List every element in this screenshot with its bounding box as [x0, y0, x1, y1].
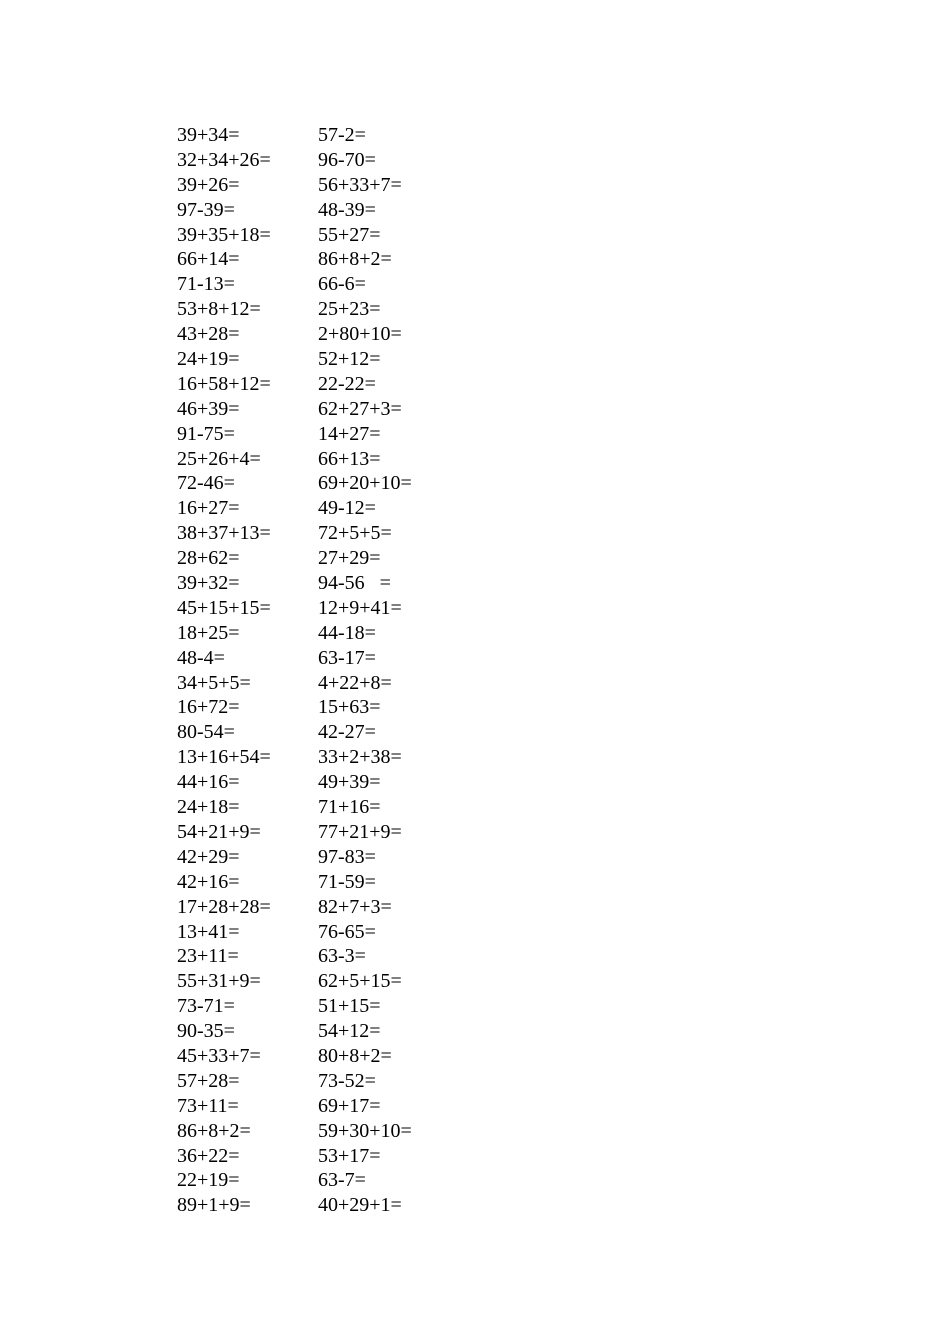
problem-row — [177, 720, 577, 745]
problem-row — [177, 1168, 577, 1193]
problem-left: 80-54= — [177, 721, 235, 744]
problem-right: 97-83= — [318, 845, 376, 868]
problem-right: 73-52= — [318, 1069, 376, 1092]
problem-right: 63-3= — [318, 945, 366, 968]
problem-row — [177, 646, 577, 671]
problem-row — [177, 870, 577, 895]
problem-right: 66+13= — [318, 447, 381, 470]
problem-right: 25+23= — [318, 298, 381, 321]
problem-left: 28+62= — [177, 547, 240, 570]
problem-row — [177, 845, 577, 870]
problem-right: 51+15= — [318, 995, 381, 1018]
problem-row — [177, 297, 577, 322]
problem-left: 18+25= — [177, 621, 240, 644]
problem-right: 69+20+10= — [318, 472, 412, 495]
problem-left: 89+1+9= — [177, 1194, 251, 1217]
problem-row — [177, 895, 577, 920]
problem-right: 49+39= — [318, 771, 381, 794]
problem-row — [177, 471, 577, 496]
problem-right: 86+8+2= — [318, 248, 392, 271]
problem-right: 59+30+10= — [318, 1119, 412, 1142]
problem-left: 54+21+9= — [177, 820, 261, 843]
problem-row — [177, 795, 577, 820]
problem-row — [177, 1069, 577, 1094]
problem-row — [177, 198, 577, 223]
problem-left: 90-35= — [177, 1020, 235, 1043]
problem-right: 80+8+2= — [318, 1044, 392, 1067]
problem-left: 53+8+12= — [177, 298, 261, 321]
problem-left: 73-71= — [177, 995, 235, 1018]
problem-left: 46+39= — [177, 397, 240, 420]
problem-row — [177, 422, 577, 447]
problem-left: 45+15+15= — [177, 596, 271, 619]
problem-row — [177, 397, 577, 422]
problem-row — [177, 1119, 577, 1144]
problem-row — [177, 447, 577, 472]
problem-row — [177, 770, 577, 795]
problem-right: 63-17= — [318, 646, 376, 669]
problem-left: 16+27= — [177, 497, 240, 520]
problem-right: 15+63= — [318, 696, 381, 719]
problem-row — [177, 322, 577, 347]
problem-left: 13+41= — [177, 920, 240, 943]
problem-right: 54+12= — [318, 1020, 381, 1043]
problem-left: 73+11= — [177, 1094, 239, 1117]
problem-right: 49-12= — [318, 497, 376, 520]
problem-left: 42+16= — [177, 870, 240, 893]
problem-left: 24+18= — [177, 796, 240, 819]
problem-left: 39+26= — [177, 173, 240, 196]
problem-row — [177, 596, 577, 621]
problem-right: 62+5+15= — [318, 970, 402, 993]
problem-right: 77+21+9= — [318, 820, 402, 843]
problem-left: 22+19= — [177, 1169, 240, 1192]
problem-right: 22-22= — [318, 372, 376, 395]
problem-row — [177, 820, 577, 845]
problem-left: 48-4= — [177, 646, 225, 669]
problem-left: 36+22= — [177, 1144, 240, 1167]
problem-row — [177, 920, 577, 945]
problem-row — [177, 247, 577, 272]
problem-right: 94-56 = — [318, 572, 391, 595]
problem-left: 57+28= — [177, 1069, 240, 1092]
problem-right: 14+27= — [318, 422, 381, 445]
problem-left: 66+14= — [177, 248, 240, 271]
problem-left: 13+16+54= — [177, 746, 271, 769]
problem-left: 42+29= — [177, 845, 240, 868]
problem-right: 66-6= — [318, 273, 366, 296]
problem-left: 71-13= — [177, 273, 235, 296]
problem-row — [177, 372, 577, 397]
problem-right: 55+27= — [318, 223, 381, 246]
problem-left: 34+5+5= — [177, 671, 251, 694]
problem-row — [177, 1044, 577, 1069]
problem-left: 39+34= — [177, 124, 240, 146]
problem-row — [177, 1019, 577, 1044]
problem-row — [177, 969, 577, 994]
problem-right: 71+16= — [318, 796, 381, 819]
problem-right: 52+12= — [318, 348, 381, 371]
problem-left: 24+19= — [177, 348, 240, 371]
problem-row — [177, 223, 577, 248]
problem-left: 72-46= — [177, 472, 235, 495]
problem-right: 42-27= — [318, 721, 376, 744]
problem-right: 57-2= — [318, 124, 366, 146]
problem-left: 16+58+12= — [177, 372, 271, 395]
problem-left: 44+16= — [177, 771, 240, 794]
problem-left: 43+28= — [177, 323, 240, 346]
problem-row — [177, 695, 577, 720]
problem-right: 63-7= — [318, 1169, 366, 1192]
problem-left: 23+11= — [177, 945, 239, 968]
problem-right: 12+9+41= — [318, 596, 402, 619]
problem-right: 96-70= — [318, 148, 376, 171]
problem-left: 86+8+2= — [177, 1119, 251, 1142]
problem-row — [177, 621, 577, 646]
problem-row — [177, 496, 577, 521]
problem-right: 71-59= — [318, 870, 376, 893]
problem-row — [177, 347, 577, 372]
problem-left: 32+34+26= — [177, 148, 271, 171]
problem-row — [177, 173, 577, 198]
problem-right: 44-18= — [318, 621, 376, 644]
problem-right: 2+80+10= — [318, 323, 402, 346]
problem-right: 56+33+7= — [318, 173, 402, 196]
problem-left: 39+32= — [177, 572, 240, 595]
problem-left: 45+33+7= — [177, 1044, 261, 1067]
problem-row — [177, 521, 577, 546]
problem-row — [177, 571, 577, 596]
problem-row — [177, 1193, 577, 1218]
problem-row — [177, 944, 577, 969]
problem-left: 39+35+18= — [177, 223, 271, 246]
problem-right: 40+29+1= — [318, 1194, 402, 1217]
problem-right: 48-39= — [318, 198, 376, 221]
problem-left: 25+26+4= — [177, 447, 261, 470]
problem-row — [177, 1094, 577, 1119]
problem-row — [177, 671, 577, 696]
problem-row — [177, 1144, 577, 1169]
problem-row — [177, 272, 577, 297]
problem-row — [177, 123, 577, 148]
problem-left: 17+28+28= — [177, 895, 271, 918]
problem-row — [177, 546, 577, 571]
problem-right: 62+27+3= — [318, 397, 402, 420]
problem-right: 4+22+8= — [318, 671, 392, 694]
problem-right: 27+29= — [318, 547, 381, 570]
problem-right: 82+7+3= — [318, 895, 392, 918]
problem-left: 91-75= — [177, 422, 235, 445]
problem-row — [177, 994, 577, 1019]
problem-right: 69+17= — [318, 1094, 381, 1117]
problem-row — [177, 745, 577, 770]
problem-left: 38+37+13= — [177, 522, 271, 545]
problem-right: 72+5+5= — [318, 522, 392, 545]
problem-right: 53+17= — [318, 1144, 381, 1167]
problem-right: 33+2+38= — [318, 746, 402, 769]
problem-left: 55+31+9= — [177, 970, 261, 993]
problem-row — [177, 148, 577, 173]
problem-left: 97-39= — [177, 198, 235, 221]
problem-right: 76-65= — [318, 920, 376, 943]
problem-left: 16+72= — [177, 696, 240, 719]
problem-table — [177, 123, 577, 1218]
